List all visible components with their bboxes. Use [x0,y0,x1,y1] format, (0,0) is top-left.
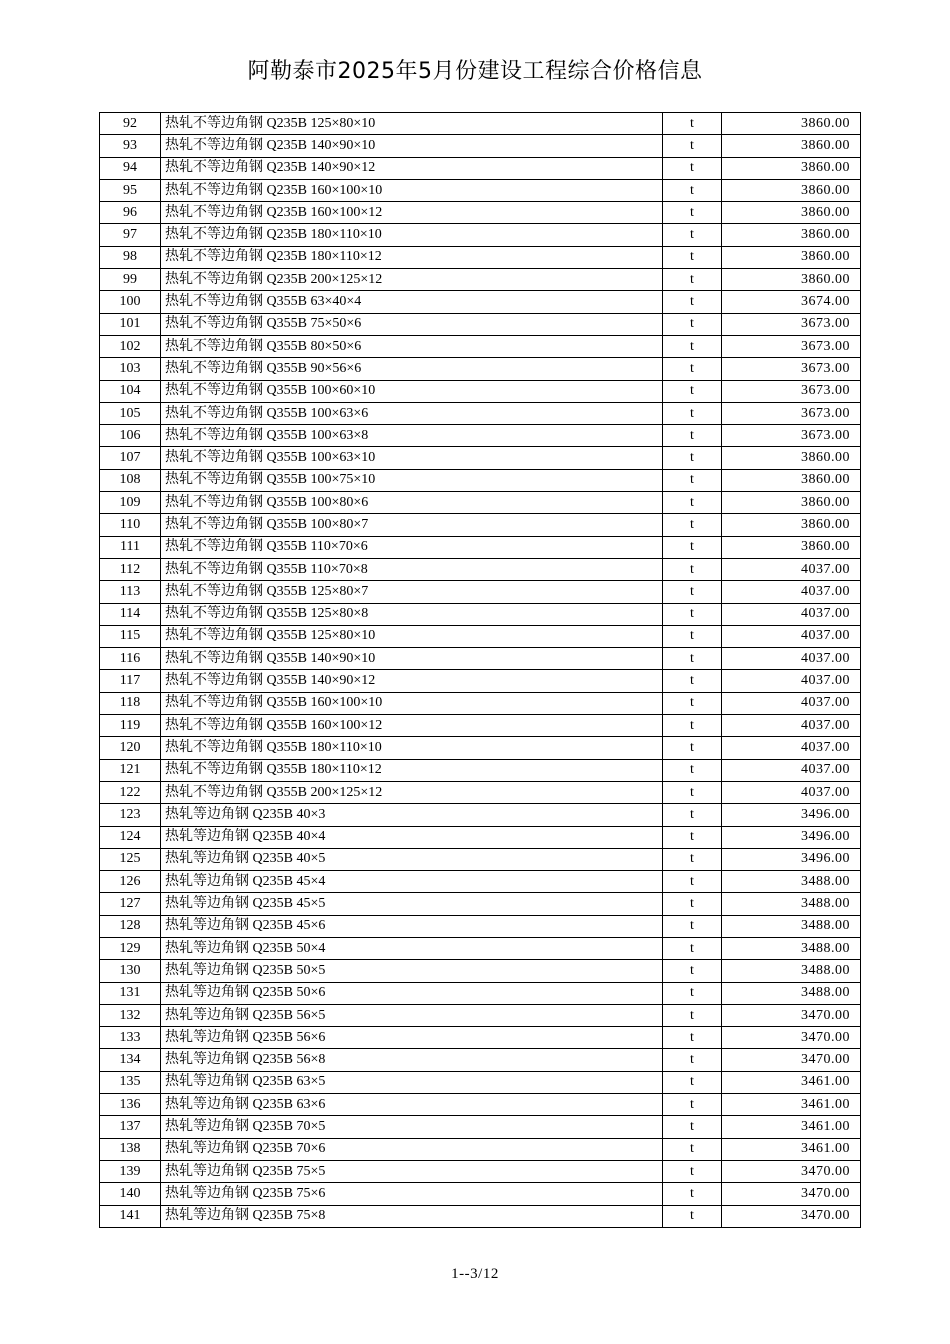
price-cell: 3673.00 [722,402,861,424]
row-number-cell: 136 [100,1094,161,1116]
material-name-cell: 热轧等边角钢 Q235B 40×3 [161,804,663,826]
row-number-cell: 109 [100,492,161,514]
table-row [100,1094,861,1116]
table-row [100,558,861,580]
price-cell: 3488.00 [722,915,861,937]
table-row [100,425,861,447]
unit-cell: t [663,848,722,870]
unit-cell: t [663,1183,722,1205]
table-row [100,915,861,937]
unit-cell: t [663,380,722,402]
unit-cell: t [663,960,722,982]
price-cell: 3673.00 [722,335,861,357]
material-name-cell: 热轧等边角钢 Q235B 50×5 [161,960,663,982]
material-name-cell: 热轧不等边角钢 Q355B 100×60×10 [161,380,663,402]
row-number-cell: 114 [100,603,161,625]
material-name-cell: 热轧不等边角钢 Q355B 140×90×12 [161,670,663,692]
table-row [100,737,861,759]
unit-cell: t [663,425,722,447]
price-cell: 3674.00 [722,291,861,313]
material-name-cell: 热轧不等边角钢 Q355B 125×80×7 [161,581,663,603]
row-number-cell: 113 [100,581,161,603]
unit-cell: t [663,1138,722,1160]
price-cell: 4037.00 [722,603,861,625]
price-cell: 4037.00 [722,692,861,714]
table-row [100,492,861,514]
row-number-cell: 128 [100,915,161,937]
material-name-cell: 热轧不等边角钢 Q355B 100×80×6 [161,492,663,514]
row-number-cell: 130 [100,960,161,982]
row-number-cell: 141 [100,1205,161,1227]
page-title: 阿勒泰市2025年5月份建设工程综合价格信息 [247,59,703,84]
row-number-cell: 126 [100,871,161,893]
row-number-cell: 117 [100,670,161,692]
material-name-cell: 热轧不等边角钢 Q235B 140×90×10 [161,135,663,157]
row-number-cell: 139 [100,1160,161,1182]
unit-cell: t [663,358,722,380]
unit-cell: t [663,1004,722,1026]
price-cell: 3470.00 [722,1205,861,1227]
material-name-cell: 热轧等边角钢 Q235B 75×8 [161,1205,663,1227]
table-row [100,826,861,848]
table-row [100,581,861,603]
unit-cell: t [663,113,722,135]
price-cell: 4037.00 [722,670,861,692]
unit-cell: t [663,179,722,201]
unit-cell: t [663,536,722,558]
price-cell: 3860.00 [722,469,861,491]
price-cell: 3470.00 [722,1183,861,1205]
material-name-cell: 热轧不等边角钢 Q355B 180×110×10 [161,737,663,759]
price-cell: 3673.00 [722,358,861,380]
unit-cell: t [663,402,722,424]
table-row [100,402,861,424]
row-number-cell: 119 [100,715,161,737]
price-cell: 3860.00 [722,269,861,291]
price-cell: 3860.00 [722,514,861,536]
unit-cell: t [663,804,722,826]
price-cell: 3860.00 [722,179,861,201]
table-row [100,692,861,714]
price-cell: 3470.00 [722,1160,861,1182]
table-row [100,960,861,982]
row-number-cell: 92 [100,113,161,135]
table-row [100,335,861,357]
unit-cell: t [663,224,722,246]
row-number-cell: 137 [100,1116,161,1138]
unit-cell: t [663,447,722,469]
material-name-cell: 热轧不等边角钢 Q355B 110×70×6 [161,536,663,558]
row-number-cell: 134 [100,1049,161,1071]
row-number-cell: 105 [100,402,161,424]
price-cell: 3860.00 [722,492,861,514]
row-number-cell: 99 [100,269,161,291]
table-row [100,113,861,135]
table-row [100,514,861,536]
price-cell: 3496.00 [722,848,861,870]
row-number-cell: 122 [100,781,161,803]
table-row [100,648,861,670]
material-name-cell: 热轧不等边角钢 Q235B 160×100×12 [161,202,663,224]
row-number-cell: 132 [100,1004,161,1026]
material-name-cell: 热轧等边角钢 Q235B 75×5 [161,1160,663,1182]
unit-cell: t [663,781,722,803]
unit-cell: t [663,1160,722,1182]
price-cell: 3488.00 [722,937,861,959]
row-number-cell: 100 [100,291,161,313]
material-name-cell: 热轧等边角钢 Q235B 75×6 [161,1183,663,1205]
row-number-cell: 127 [100,893,161,915]
table-row [100,1049,861,1071]
row-number-cell: 116 [100,648,161,670]
row-number-cell: 124 [100,826,161,848]
row-number-cell: 110 [100,514,161,536]
price-cell: 3488.00 [722,871,861,893]
material-name-cell: 热轧不等边角钢 Q355B 80×50×6 [161,335,663,357]
price-cell: 3488.00 [722,893,861,915]
table-row [100,670,861,692]
price-cell: 3673.00 [722,425,861,447]
row-number-cell: 97 [100,224,161,246]
row-number-cell: 107 [100,447,161,469]
table-row [100,135,861,157]
material-name-cell: 热轧不等边角钢 Q355B 160×100×10 [161,692,663,714]
unit-cell: t [663,737,722,759]
table-row [100,1205,861,1227]
material-name-cell: 热轧等边角钢 Q235B 70×5 [161,1116,663,1138]
row-number-cell: 115 [100,625,161,647]
unit-cell: t [663,469,722,491]
unit-cell: t [663,915,722,937]
table-row [100,447,861,469]
table-row [100,1071,861,1093]
material-name-cell: 热轧等边角钢 Q235B 45×5 [161,893,663,915]
price-cell: 3496.00 [722,804,861,826]
price-cell: 3470.00 [722,1049,861,1071]
table-row [100,358,861,380]
row-number-cell: 108 [100,469,161,491]
table-row [100,157,861,179]
row-number-cell: 133 [100,1027,161,1049]
price-cell: 4037.00 [722,625,861,647]
unit-cell: t [663,492,722,514]
row-number-cell: 138 [100,1138,161,1160]
price-cell: 3461.00 [722,1138,861,1160]
table-row [100,759,861,781]
material-name-cell: 热轧等边角钢 Q235B 70×6 [161,1138,663,1160]
row-number-cell: 125 [100,848,161,870]
unit-cell: t [663,603,722,625]
material-name-cell: 热轧等边角钢 Q235B 56×6 [161,1027,663,1049]
table-row [100,982,861,1004]
unit-cell: t [663,558,722,580]
table-row [100,469,861,491]
unit-cell: t [663,982,722,1004]
row-number-cell: 104 [100,380,161,402]
table-row [100,269,861,291]
row-number-cell: 102 [100,335,161,357]
material-name-cell: 热轧不等边角钢 Q235B 125×80×10 [161,113,663,135]
row-number-cell: 95 [100,179,161,201]
table-row [100,871,861,893]
unit-cell: t [663,1071,722,1093]
material-name-cell: 热轧等边角钢 Q235B 45×4 [161,871,663,893]
price-cell: 3461.00 [722,1094,861,1116]
row-number-cell: 93 [100,135,161,157]
unit-cell: t [663,893,722,915]
table-row [100,536,861,558]
price-cell: 3860.00 [722,246,861,268]
material-name-cell: 热轧等边角钢 Q235B 45×6 [161,915,663,937]
price-cell: 4037.00 [722,715,861,737]
material-name-cell: 热轧等边角钢 Q235B 50×6 [161,982,663,1004]
unit-cell: t [663,157,722,179]
unit-cell: t [663,291,722,313]
row-number-cell: 112 [100,558,161,580]
material-name-cell: 热轧不等边角钢 Q355B 200×125×12 [161,781,663,803]
unit-cell: t [663,581,722,603]
row-number-cell: 129 [100,937,161,959]
price-cell: 3673.00 [722,380,861,402]
price-cell: 3860.00 [722,135,861,157]
table-row [100,380,861,402]
material-name-cell: 热轧不等边角钢 Q235B 160×100×10 [161,179,663,201]
table-row [100,313,861,335]
row-number-cell: 101 [100,313,161,335]
unit-cell: t [663,335,722,357]
material-name-cell: 热轧不等边角钢 Q355B 75×50×6 [161,313,663,335]
price-cell: 4037.00 [722,759,861,781]
table-row [100,715,861,737]
unit-cell: t [663,1094,722,1116]
unit-cell: t [663,759,722,781]
table-row [100,937,861,959]
price-cell: 3488.00 [722,960,861,982]
table-row [100,202,861,224]
table-row [100,1183,861,1205]
row-number-cell: 118 [100,692,161,714]
material-name-cell: 热轧不等边角钢 Q355B 100×63×8 [161,425,663,447]
price-cell: 3488.00 [722,982,861,1004]
material-name-cell: 热轧不等边角钢 Q235B 140×90×12 [161,157,663,179]
price-table-body [100,113,861,1228]
table-row [100,893,861,915]
material-name-cell: 热轧不等边角钢 Q355B 63×40×4 [161,291,663,313]
material-name-cell: 热轧等边角钢 Q235B 56×8 [161,1049,663,1071]
table-row [100,291,861,313]
row-number-cell: 135 [100,1071,161,1093]
row-number-cell: 131 [100,982,161,1004]
material-name-cell: 热轧不等边角钢 Q355B 100×63×10 [161,447,663,469]
row-number-cell: 121 [100,759,161,781]
material-name-cell: 热轧不等边角钢 Q355B 140×90×10 [161,648,663,670]
price-cell: 3860.00 [722,224,861,246]
unit-cell: t [663,670,722,692]
material-name-cell: 热轧不等边角钢 Q235B 180×110×12 [161,246,663,268]
material-name-cell: 热轧不等边角钢 Q355B 90×56×6 [161,358,663,380]
table-row [100,246,861,268]
material-name-cell: 热轧不等边角钢 Q355B 180×110×12 [161,759,663,781]
material-name-cell: 热轧等边角钢 Q235B 56×5 [161,1004,663,1026]
table-row [100,179,861,201]
material-name-cell: 热轧等边角钢 Q235B 50×4 [161,937,663,959]
price-cell: 4037.00 [722,737,861,759]
row-number-cell: 111 [100,536,161,558]
material-name-cell: 热轧不等边角钢 Q235B 200×125×12 [161,269,663,291]
table-row [100,1116,861,1138]
unit-cell: t [663,937,722,959]
row-number-cell: 120 [100,737,161,759]
material-name-cell: 热轧等边角钢 Q235B 63×6 [161,1094,663,1116]
unit-cell: t [663,246,722,268]
material-name-cell: 热轧不等边角钢 Q355B 160×100×12 [161,715,663,737]
unit-cell: t [663,826,722,848]
price-cell: 3470.00 [722,1004,861,1026]
row-number-cell: 96 [100,202,161,224]
table-row [100,1160,861,1182]
material-name-cell: 热轧不等边角钢 Q355B 125×80×10 [161,625,663,647]
row-number-cell: 140 [100,1183,161,1205]
material-name-cell: 热轧等边角钢 Q235B 40×4 [161,826,663,848]
material-name-cell: 热轧等边角钢 Q235B 40×5 [161,848,663,870]
table-row [100,603,861,625]
price-cell: 3461.00 [722,1116,861,1138]
unit-cell: t [663,625,722,647]
material-name-cell: 热轧不等边角钢 Q355B 100×75×10 [161,469,663,491]
unit-cell: t [663,135,722,157]
table-row [100,1027,861,1049]
material-name-cell: 热轧等边角钢 Q235B 63×5 [161,1071,663,1093]
material-name-cell: 热轧不等边角钢 Q355B 100×63×6 [161,402,663,424]
table-row [100,781,861,803]
price-cell: 4037.00 [722,781,861,803]
material-name-cell: 热轧不等边角钢 Q355B 100×80×7 [161,514,663,536]
price-cell: 3860.00 [722,536,861,558]
table-row [100,804,861,826]
row-number-cell: 106 [100,425,161,447]
price-cell: 3673.00 [722,313,861,335]
unit-cell: t [663,648,722,670]
price-cell: 3860.00 [722,202,861,224]
row-number-cell: 123 [100,804,161,826]
unit-cell: t [663,202,722,224]
unit-cell: t [663,871,722,893]
material-name-cell: 热轧不等边角钢 Q355B 125×80×8 [161,603,663,625]
price-cell: 4037.00 [722,581,861,603]
unit-cell: t [663,692,722,714]
price-cell: 3461.00 [722,1071,861,1093]
price-cell: 3860.00 [722,447,861,469]
unit-cell: t [663,1116,722,1138]
row-number-cell: 98 [100,246,161,268]
price-cell: 4037.00 [722,558,861,580]
unit-cell: t [663,1205,722,1227]
page-number: 1--3/12 [451,1266,499,1282]
unit-cell: t [663,1049,722,1071]
material-name-cell: 热轧不等边角钢 Q235B 180×110×10 [161,224,663,246]
table-row [100,848,861,870]
unit-cell: t [663,1027,722,1049]
unit-cell: t [663,313,722,335]
table-row [100,1004,861,1026]
table-row [100,625,861,647]
price-cell: 3860.00 [722,113,861,135]
price-cell: 3860.00 [722,157,861,179]
unit-cell: t [663,269,722,291]
unit-cell: t [663,514,722,536]
price-cell: 4037.00 [722,648,861,670]
row-number-cell: 103 [100,358,161,380]
material-name-cell: 热轧不等边角钢 Q355B 110×70×8 [161,558,663,580]
price-table [99,112,861,1228]
table-row [100,224,861,246]
price-cell: 3496.00 [722,826,861,848]
price-cell: 3470.00 [722,1027,861,1049]
unit-cell: t [663,715,722,737]
row-number-cell: 94 [100,157,161,179]
table-row [100,1138,861,1160]
